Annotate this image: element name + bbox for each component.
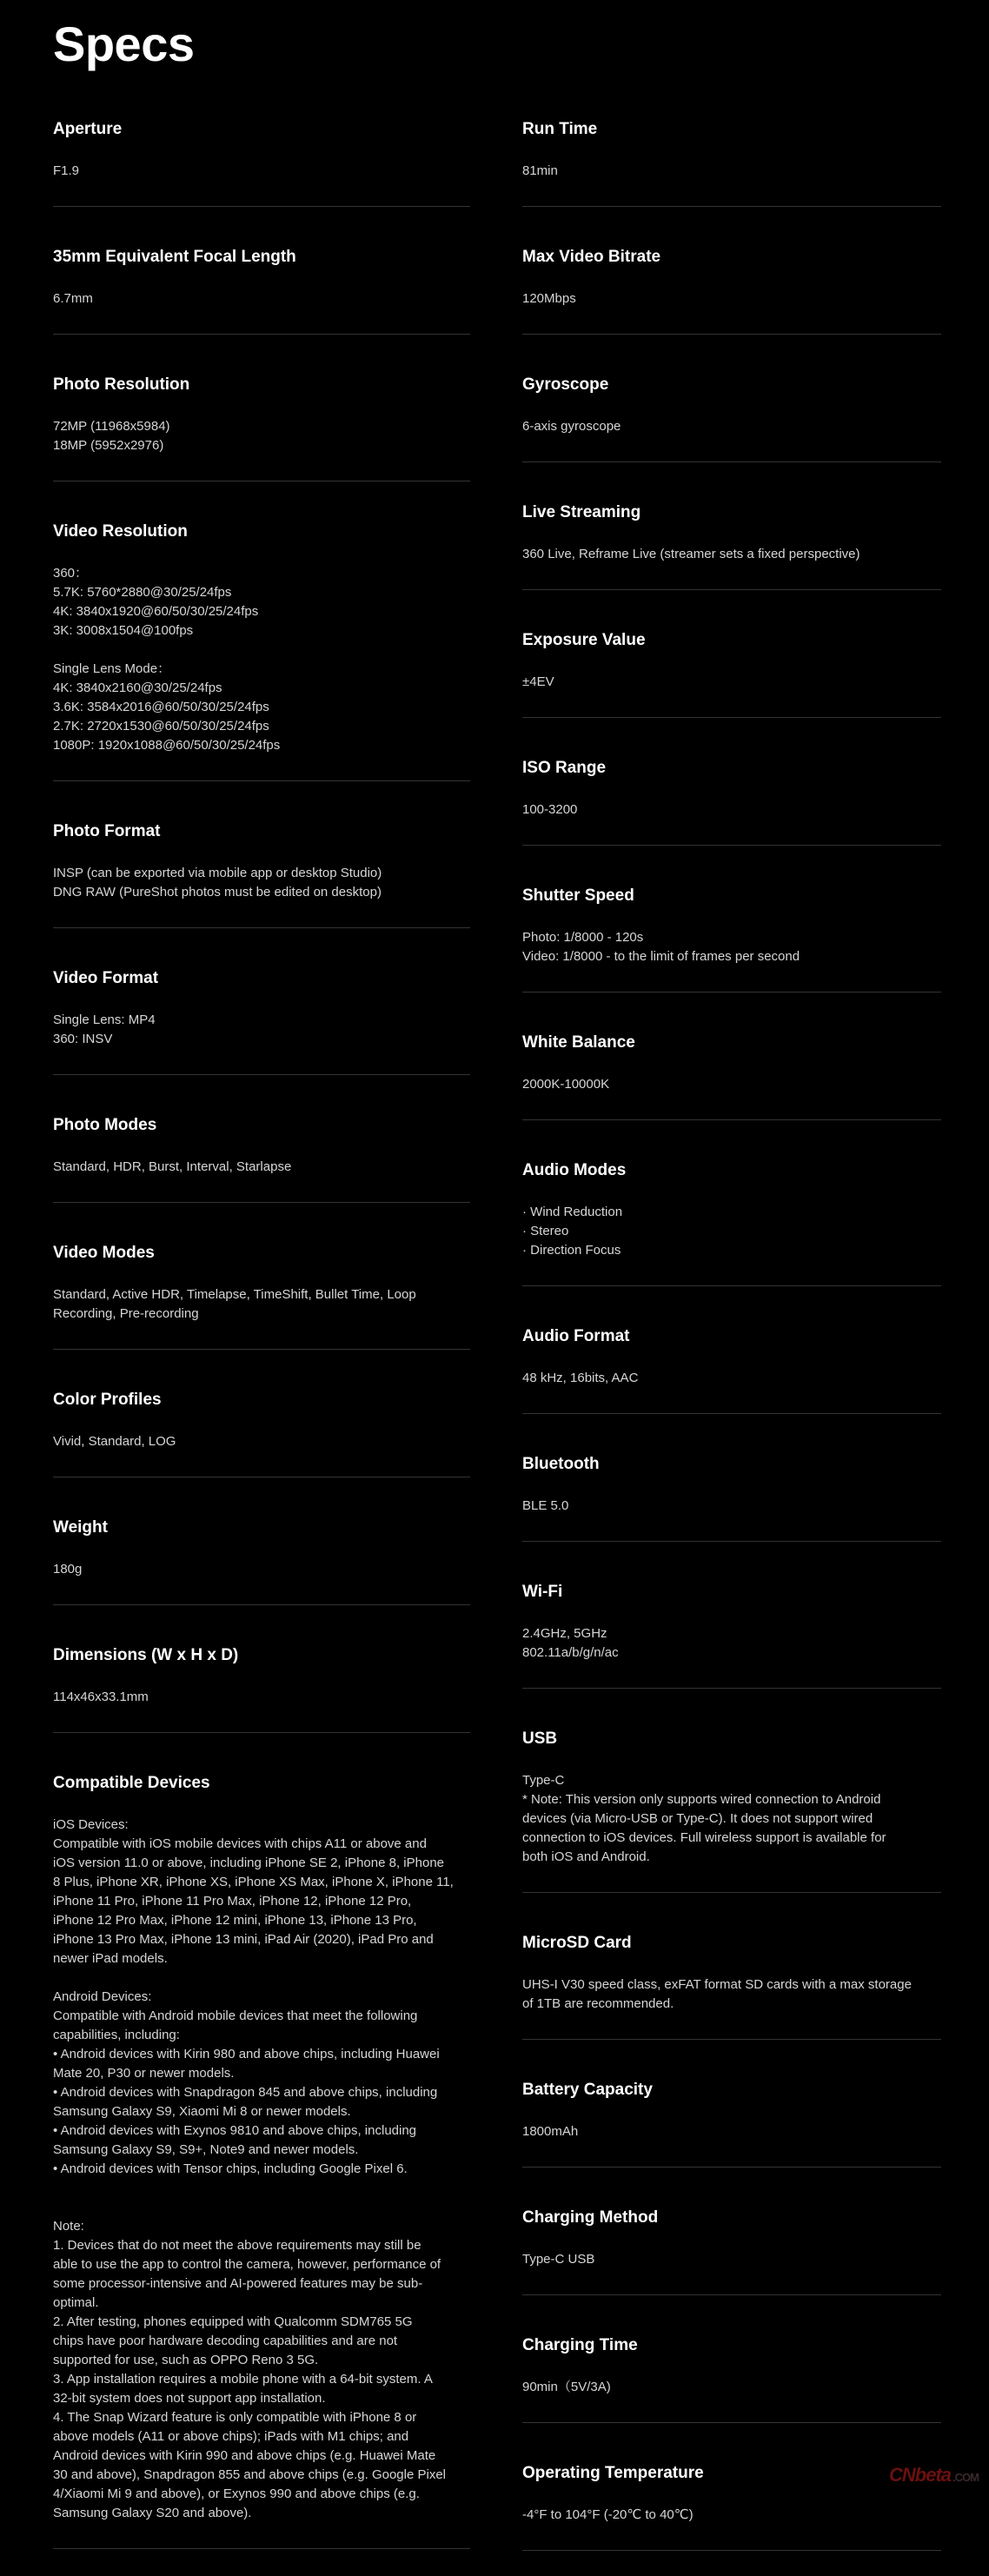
spec-value-line: Samsung Galaxy S9, S9+, Note9 and newer models. — [53, 2142, 359, 2157]
spec-value-line: 3K: 3008x1504@100fps — [53, 623, 194, 638]
spec-value-line: Note: — [53, 2219, 84, 2234]
spec-value-line: above models (A11 or above chips); iPads with M1 chips; and — [53, 2429, 409, 2444]
spec-value-line: iPhone 12 Pro Max, iPhone 12 mini, iPhone 13, iPhone 13 Pro, — [53, 1913, 417, 1928]
spec-value-line: both iOS and Android. — [522, 1849, 650, 1864]
spec-iso-range — [522, 743, 941, 846]
spec-title: Gyroscope — [522, 375, 609, 394]
spec-value-line: able to use the app to control the camera, however, performance of — [53, 2257, 441, 2272]
spec-value-line: iOS Devices: — [53, 1817, 129, 1832]
spec-dimensions — [53, 1630, 470, 1733]
spec-title: Audio Format — [522, 1327, 630, 1345]
spec-value — [522, 1771, 941, 1867]
spec-title: Wi-Fi — [522, 1583, 563, 1601]
spec-value-line: -4°F to 104°F (-20℃ to 40℃) — [522, 2507, 694, 2522]
spec-run-time — [522, 104, 941, 207]
spec-value-line: 32-bit system does not support app installation. — [53, 2391, 326, 2406]
spec-value-line: 2.4GHz, 5GHz — [522, 1626, 607, 1641]
spec-title: Charging Method — [522, 2208, 659, 2227]
spec-value-line: newer iPad models. — [53, 1951, 168, 1966]
spec-microsd-card — [522, 1918, 941, 2040]
spec-value — [522, 1975, 941, 2014]
spec-title: Charging Time — [522, 2336, 638, 2354]
spec-value — [53, 1285, 470, 1324]
spec-value — [522, 2378, 941, 2397]
spec-value-line: 3. App installation requires a mobile phone with a 64-bit system. A — [53, 2372, 433, 2387]
spec-title: Video Resolution — [53, 522, 188, 541]
spec-value-line: Mate 20, P30 or newer models. — [53, 2066, 235, 2081]
spec-title: Max Video Bitrate — [522, 248, 661, 266]
spec-value-line: 4/Xiaomi Mi 9 and above), or Exynos 990 and above chips (e.g. — [53, 2486, 420, 2501]
spec-value-line: 72MP (11968x5984) — [53, 419, 170, 434]
spec-value-line: 2000K-10000K — [522, 1077, 610, 1092]
spec-value — [53, 289, 470, 309]
spec-value-line: · Stereo — [522, 1224, 569, 1238]
spec-value — [522, 1075, 941, 1094]
spec-value-line: chips have poor hardware decoding capabilities and are not — [53, 2334, 398, 2348]
spec-value-line: • Android devices with Kirin 980 and above chips, including Huawei — [53, 2047, 440, 2061]
spec-value-line: iPhone 13 Pro Max, iPhone 13 mini, iPad Air (2020), iPad Pro and — [53, 1932, 434, 1947]
spec-value-line: some processor-intensive and AI-powered features may be sub- — [53, 2276, 423, 2291]
spec-value-line: 81min — [522, 163, 558, 178]
spec-value-line: Single Lens: MP4 — [53, 1012, 156, 1027]
spec-value-line: Video: 1/8000 - to the limit of frames per second — [522, 949, 800, 964]
spec-value-line: 6-axis gyroscope — [522, 419, 621, 434]
spec-audio-format — [522, 1311, 941, 1414]
spec-usb — [522, 1714, 941, 1893]
spec-value-line: Photo: 1/8000 - 120s — [522, 930, 644, 945]
spec-value-line: 30 and above), Snapdragon 855 and above chips (e.g. Google Pixel — [53, 2467, 446, 2482]
spec-value-line: 48 kHz, 16bits, AAC — [522, 1371, 639, 1385]
spec-video-modes — [53, 1228, 470, 1350]
spec-value — [522, 800, 941, 820]
spec-value-line: Android Devices: — [53, 1989, 152, 2004]
spec-value-line: 4K: 3840x2160@30/25/24fps — [53, 681, 222, 695]
spec-color-profiles — [53, 1375, 470, 1477]
spec-value-line: BLE 5.0 — [522, 1498, 569, 1513]
spec-value-line — [53, 641, 470, 660]
spec-value-line: 360： — [53, 566, 89, 581]
spec-value-line: Type-C — [522, 1773, 565, 1788]
spec-title: Photo Resolution — [53, 375, 190, 394]
spec-title: Shutter Speed — [522, 886, 634, 905]
spec-value — [53, 864, 470, 902]
spec-value-line: optimal. — [53, 2295, 99, 2310]
spec-value-line: 120Mbps — [522, 291, 576, 306]
spec-value — [522, 289, 941, 309]
spec-value-line: 1800mAh — [522, 2124, 579, 2139]
spec-title: Compatible Devices — [53, 1774, 210, 1792]
spec-shutter-speed — [522, 871, 941, 993]
spec-title: USB — [522, 1730, 558, 1748]
spec-value-line: 360: INSV — [53, 1032, 113, 1046]
spec-value-line: Recording, Pre-recording — [53, 1306, 199, 1321]
spec-operating-temperature — [522, 2448, 941, 2551]
spec-value-line: 5.7K: 5760*2880@30/25/24fps — [53, 585, 232, 600]
spec-value-line: supported for use, such as OPPO Reno 3 5G. — [53, 2353, 319, 2367]
spec-value — [522, 673, 941, 692]
spec-title: Weight — [53, 1518, 108, 1537]
spec-value-line — [53, 1969, 470, 1988]
spec-max-video-bitrate — [522, 232, 941, 335]
spec-value-line — [53, 2198, 470, 2217]
spec-value — [53, 1688, 470, 1707]
spec-title: Color Profiles — [53, 1391, 162, 1409]
spec-value-line: iPhone 11 Pro, iPhone 11 Pro Max, iPhone 12, iPhone 12 Pro, — [53, 1894, 412, 1909]
specs-column-right — [522, 104, 941, 2576]
spec-photo-modes — [53, 1100, 470, 1203]
spec-value-line: Vivid, Standard, LOG — [53, 1434, 176, 1449]
spec-value-line: · Direction Focus — [522, 1243, 621, 1258]
spec-title: Battery Capacity — [522, 2081, 653, 2099]
spec-value-line: • Android devices with Exynos 9810 and above chips, including — [53, 2123, 417, 2138]
spec-aperture — [53, 104, 470, 207]
spec-battery-capacity — [522, 2065, 941, 2168]
spec-value-line: Compatible with Android mobile devices that meet the following — [53, 2008, 418, 2023]
spec-value — [522, 928, 941, 966]
spec-value-line: 802.11a/b/g/n/ac — [522, 1645, 619, 1660]
spec-bluetooth — [522, 1439, 941, 1542]
spec-value — [522, 1497, 941, 1516]
spec-value — [522, 2250, 941, 2269]
spec-value — [522, 2122, 941, 2141]
spec-gyroscope — [522, 360, 941, 462]
spec-wifi — [522, 1567, 941, 1689]
spec-charging-method — [522, 2193, 941, 2295]
spec-value-line: 6.7mm — [53, 291, 93, 306]
spec-video-format — [53, 953, 470, 1075]
spec-value — [53, 1816, 470, 2523]
site-watermark — [889, 2464, 979, 2486]
spec-value-line: Android devices with Kirin 990 and above chips (e.g. Huawei Mate — [53, 2448, 436, 2463]
spec-weight — [53, 1503, 470, 1605]
spec-value-line: 3.6K: 3584x2016@60/50/30/25/24fps — [53, 700, 269, 714]
spec-value — [53, 564, 470, 755]
spec-value-line: UHS-I V30 speed class, exFAT format SD cards with a max storage — [522, 1977, 912, 1992]
spec-value-line: 4K: 3840x1920@60/50/30/25/24fps — [53, 604, 259, 619]
spec-title: Video Format — [53, 969, 159, 987]
page-title: Specs — [53, 17, 195, 71]
spec-value — [53, 1560, 470, 1579]
spec-value-line: 90min（5V/3A) — [522, 2380, 611, 2394]
spec-value-line — [53, 2179, 470, 2198]
spec-value — [53, 1011, 470, 1049]
spec-value — [53, 1432, 470, 1451]
spec-value-line: 8 Plus, iPhone XR, iPhone XS, iPhone XS Max, iPhone X, iPhone 11, — [53, 1875, 454, 1889]
spec-value-line: F1.9 — [53, 163, 80, 178]
spec-value-line: Standard, Active HDR, Timelapse, TimeShift, Bullet Time, Loop — [53, 1287, 416, 1302]
spec-value — [522, 1624, 941, 1663]
spec-value-line: Samsung Galaxy S20 and above). — [53, 2506, 252, 2520]
spec-value — [522, 545, 941, 564]
spec-value-line: • Android devices with Tensor chips, including Google Pixel 6. — [53, 2161, 408, 2176]
spec-value-line: 1080P: 1920x1088@60/50/30/25/24fps — [53, 738, 281, 753]
spec-value-line: 100-3200 — [522, 802, 578, 817]
spec-value — [53, 1158, 470, 1177]
spec-value-line: * Note: This version only supports wired connection to Android — [522, 1792, 881, 1807]
spec-value — [522, 1203, 941, 1260]
spec-value-line: connection to iOS devices. Full wireless support is available for — [522, 1830, 886, 1845]
spec-title: Aperture — [53, 120, 123, 138]
spec-value-line: iOS version 11.0 or above, including iPhone SE 2, iPhone 8, iPhone — [53, 1856, 445, 1870]
spec-white-balance — [522, 1018, 941, 1120]
spec-value — [522, 2506, 941, 2525]
spec-focal-length — [53, 232, 470, 335]
spec-title: White Balance — [522, 1033, 635, 1052]
spec-value-line: Samsung Galaxy S9, Xiaomi Mi 8 or newer models. — [53, 2104, 351, 2119]
spec-title: Video Modes — [53, 1244, 155, 1262]
spec-value — [522, 162, 941, 181]
watermark-text: CNbeta — [889, 2464, 952, 2486]
spec-value-line: 4. The Snap Wizard feature is only compatible with iPhone 8 or — [53, 2410, 417, 2425]
spec-value — [522, 1369, 941, 1388]
spec-value-line: 360 Live, Reframe Live (streamer sets a fixed perspective) — [522, 547, 860, 561]
spec-title: Operating Temperature — [522, 2464, 704, 2482]
watermark-suffix: .COM — [952, 2471, 979, 2484]
spec-exposure-value — [522, 615, 941, 718]
spec-value-line: · Wind Reduction — [522, 1205, 623, 1219]
spec-value-line: 2. After testing, phones equipped with Qualcomm SDM765 5G — [53, 2314, 413, 2329]
spec-value-line: Single Lens Mode： — [53, 661, 171, 676]
spec-photo-resolution — [53, 360, 470, 481]
spec-title: Bluetooth — [522, 1455, 600, 1473]
spec-value-line: Compatible with iOS mobile devices with chips A11 or above and — [53, 1836, 427, 1851]
spec-value-line: DNG RAW (PureShot photos must be edited on desktop) — [53, 885, 382, 900]
spec-value-line: Standard, HDR, Burst, Interval, Starlapse — [53, 1159, 292, 1174]
spec-value-line: 180g — [53, 1562, 83, 1577]
spec-value — [53, 162, 470, 181]
spec-title: Run Time — [522, 120, 598, 138]
spec-value-line: devices (via Micro-USB or Type-C). It does not support wired — [522, 1811, 873, 1826]
spec-value-line: ±4EV — [522, 674, 554, 689]
spec-value — [53, 417, 470, 455]
spec-title: ISO Range — [522, 759, 607, 777]
spec-photo-format — [53, 807, 470, 928]
spec-value-line: • Android devices with Snapdragon 845 and above chips, including — [53, 2085, 438, 2100]
spec-value — [522, 417, 941, 436]
spec-value-line: 1. Devices that do not meet the above requirements may still be — [53, 2238, 421, 2253]
spec-title: MicroSD Card — [522, 1934, 632, 1952]
spec-video-resolution — [53, 507, 470, 781]
spec-value-line: 114x46x33.1mm — [53, 1690, 149, 1704]
spec-value-line: capabilities, including: — [53, 2028, 180, 2042]
spec-value-line: Type-C USB — [522, 2252, 595, 2267]
spec-title: Photo Modes — [53, 1116, 157, 1134]
spec-live-streaming — [522, 488, 941, 590]
spec-title: Dimensions (W x H x D) — [53, 1646, 239, 1664]
spec-title: Live Streaming — [522, 503, 641, 521]
spec-value-line: 2.7K: 2720x1530@60/50/30/25/24fps — [53, 719, 269, 734]
spec-value-line: 18MP (5952x2976) — [53, 438, 164, 453]
spec-audio-modes — [522, 1145, 941, 1286]
spec-compatible-devices — [53, 1758, 470, 2549]
spec-title: Exposure Value — [522, 631, 646, 649]
spec-title: Audio Modes — [522, 1161, 627, 1179]
spec-title: 35mm Equivalent Focal Length — [53, 248, 296, 266]
specs-column-left — [53, 104, 470, 2574]
spec-value-line: INSP (can be exported via mobile app or desktop Studio) — [53, 866, 382, 880]
spec-value-line: of 1TB are recommended. — [522, 1996, 674, 2011]
spec-title: Photo Format — [53, 822, 161, 840]
spec-charging-time — [522, 2320, 941, 2423]
